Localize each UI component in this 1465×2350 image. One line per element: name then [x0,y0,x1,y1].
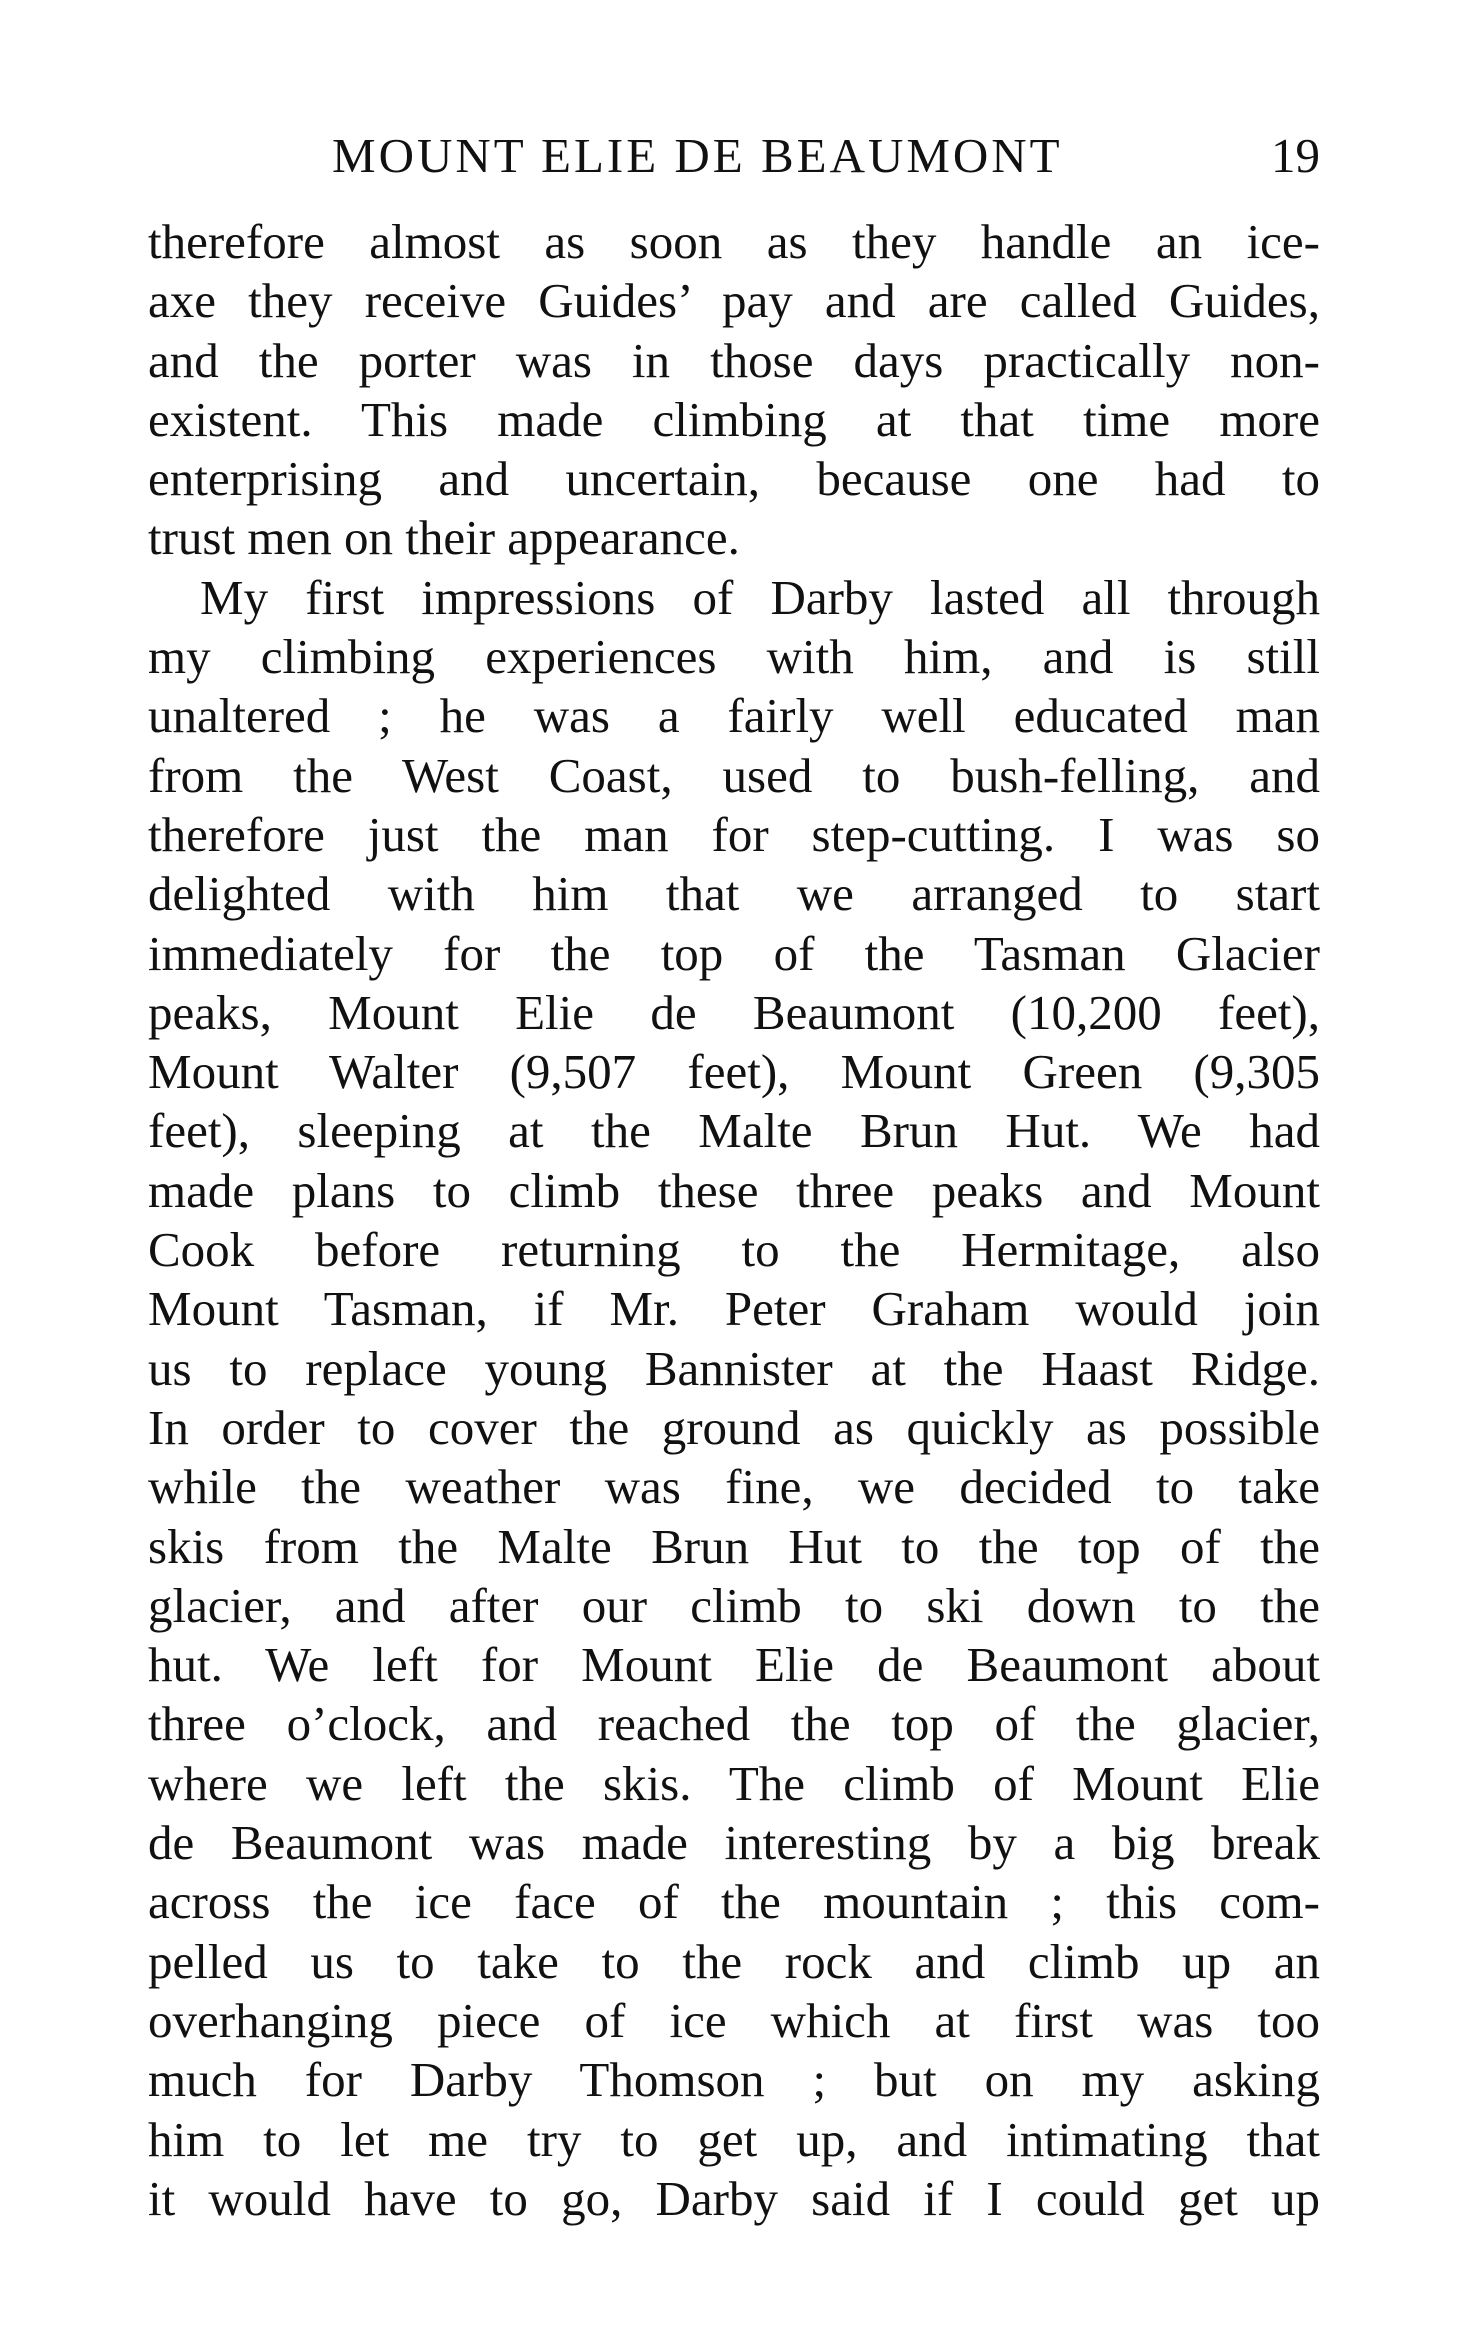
text-line: from the West Coast, used to bush-felling, and [148,747,1320,803]
text-line: axe they receive Guides’ pay and are called Guides, [148,273,1320,329]
text-line: it would have to go, Darby said if I could get up [148,2170,1320,2226]
text-line: while the weather was fine, we decided to take [148,1459,1320,1515]
text-line: much for Darby Thomson ; but on my asking [148,2052,1320,2108]
text-line: Cook before returning to the Hermitage, also [148,1222,1320,1278]
text-line: delighted with him that we arranged to start [148,866,1320,922]
text-line: therefore just the man for step-cutting. I was so [148,806,1320,862]
text-line: Mount Tasman, if Mr. Peter Graham would join [148,1281,1320,1337]
text-line: glacier, and after our climb to ski down to the [148,1577,1320,1633]
text-line: us to replace young Bannister at the Haast Ridge. [148,1340,1320,1396]
paragraph-start-line: My first impressions of Darby lasted all through [200,569,1320,625]
text-line: three o’clock, and reached the top of the glacier, [148,1696,1320,1752]
text-line: existent. This made climbing at that time more [148,391,1320,447]
text-line: and the porter was in those days practically non- [148,332,1320,388]
text-line: enterprising and uncertain, because one had to [148,451,1320,507]
text-line: Mount Walter (9,507 feet), Mount Green (9,305 [148,1044,1320,1100]
text-line: feet), sleeping at the Malte Brun Hut. We had [148,1103,1320,1159]
text-line: therefore almost as soon as they handle an ice- [148,214,1320,269]
text-line: trust men on their appearance. [148,510,740,566]
text-line: my climbing experiences with him, and is still [148,629,1320,685]
text-line: unaltered ; he was a fairly well educated man [148,688,1320,744]
text-line: In order to cover the ground as quickly as possible [148,1399,1320,1455]
page-number: 19 [1271,128,1320,183]
text-line: hut. We left for Mount Elie de Beaumont about [148,1637,1320,1693]
text-line: pelled us to take to the rock and climb up an [148,1933,1320,1989]
text-line: made plans to climb these three peaks and Mount [148,1162,1320,1218]
text-line: where we left the skis. The climb of Mount Elie [148,1755,1320,1811]
text-line: immediately for the top of the Tasman Glacier [148,925,1320,981]
running-head [148,126,1320,186]
running-title: MOUNT ELIE DE BEAUMONT [332,128,1063,183]
text-line: overhanging piece of ice which at first was too [148,1992,1320,2048]
body-text [148,212,1320,2228]
text-line: peaks, Mount Elie de Beaumont (10,200 feet), [148,984,1320,1040]
text-line: him to let me try to get up, and intimating that [148,2111,1320,2167]
text-line: across the ice face of the mountain ; this com- [148,1874,1320,1930]
text-line: skis from the Malte Brun Hut to the top of the [148,1518,1320,1574]
text-line: de Beaumont was made interesting by a big break [148,1815,1320,1871]
